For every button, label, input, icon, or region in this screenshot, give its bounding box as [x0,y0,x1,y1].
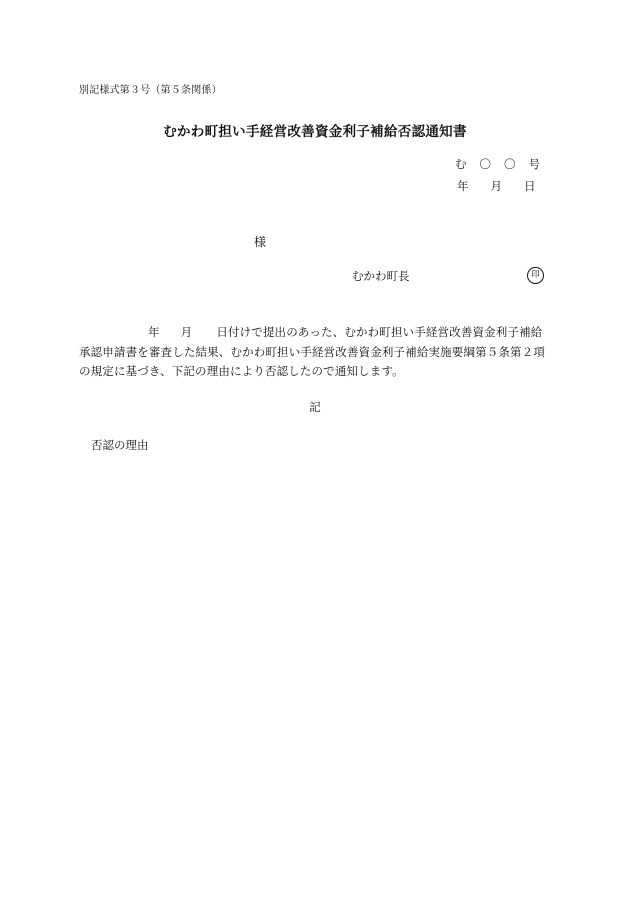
date-day: 日 [524,179,536,193]
date-year: 年 [457,179,469,193]
body-month: 月 [180,325,193,339]
document-date [457,178,536,194]
doc-number-suffix: 号 [528,157,540,171]
body-year: 年 [148,325,160,339]
body-line-1 [148,324,542,340]
addressee-honorific: 様 [254,235,267,249]
form-number: 別記様式第３号（第５条関係） [79,85,222,96]
sender-name: むかわ町長 [352,269,410,283]
reason-label: 否認の理由 [91,438,149,452]
document-number [455,156,540,172]
doc-number-mark-1: 〇 [479,157,491,171]
document-title: むかわ町担い手経営改善資金利子補給否認通知書 [163,124,467,140]
doc-number-prefix: む [455,157,467,171]
body-line-1-text: 日付けで提出のあった、むかわ町担い手経営改善資金利子補給 [216,325,543,339]
seal-mark: 印 [527,267,544,284]
ki-heading: 記 [309,400,321,414]
doc-number-mark-2: 〇 [504,157,516,171]
body-line-2: 承認申請書を審査した結果、むかわ町担い手経営改善資金利子補給実施要綱第５条第２項 [79,345,545,359]
date-month: 月 [490,179,502,193]
body-line-3: の規定に基づき、下記の理由により否認したので通知します。 [79,364,404,378]
